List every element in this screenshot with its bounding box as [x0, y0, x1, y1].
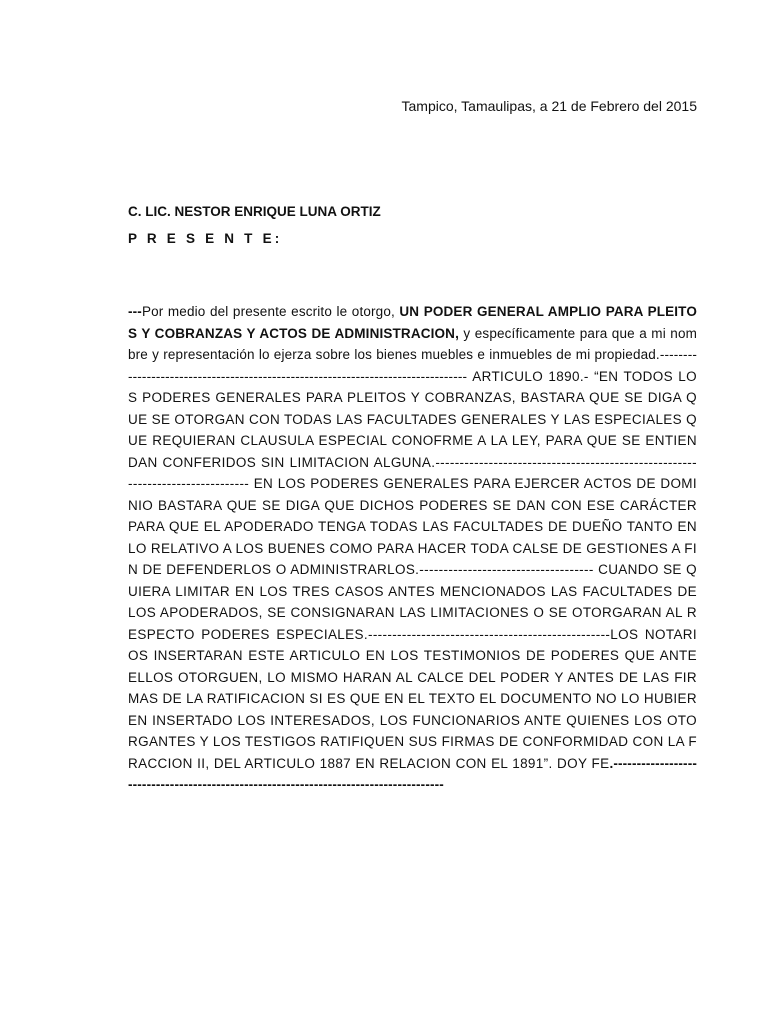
intro-text: Por medio del presente escrito le otorgo,: [141, 304, 400, 319]
place-and-date: Tampico, Tamaulipas, a 21 de Febrero del 2015: [401, 98, 697, 114]
recipient-name: C. LIC. NESTOR ENRIQUE LUNA ORTIZ: [128, 204, 381, 219]
lead-dashes: ---: [128, 304, 142, 319]
article-1890-text: ARTICULO 1890.- “EN TODOS LOS PODERES GENERALES PARA PLEITOS Y COBRANZAS, BASTARA QUE SE DIGA QUE SE OTORGAN CON TODAS LAS FACULTADES GENERALES Y LAS ESPECIALES QUE REQUIERAN CLAUSULA ESPECIAL CONOFRME A LA LEY, PARA QUE SE ENTIENDAN CONFERIDOS SIN LIMITACION ALGUNA.------------------------------------------------------------------------------- EN LOS PODERES GENERALES PARA EJERCER ACTOS DE DOMINIO BASTARA QUE SE DIGA QUE DICHOS PODERES SE DAN CON ESE CARÁCTER PARA QUE EL APODERADO TENGA TODAS LAS FACULTADES DE DUEÑO TANTO EN LO RELATIVO A LOS BUENES COMO PARA HACER TODA CALSE DE GESTIONES A FIN DE DEFENDERLOS O ADMINISTRARLOS.------------------------------------ CUANDO SE QUIERA LIMITAR EN LOS TRES CASOS ANTES MENCIONADOS LAS FACULTADES DE LOS APODERADOS, SE CONSIGNARAN LAS LIMITACIONES O SE OTORGARAN AL RESPECTO PODERES ESPECIALES.--------------------------------------------------LOS NOTARIOS INSERTARAN ESTE ARTICULO EN LOS TESTIMONIOS DE PODERES QUE ANTE ELLOS OTORGUEN, LO MISMO HARAN AL CALCE DEL PODER Y ANTES DE LAS FIRMAS DE LA RATIFICACION SI ES QUE EN EL TEXTO EL DOCUMENTO NO LO HUBIEREN INSERTADO LOS INTERESADOS, LOS FUNCIONARIOS ANTE QUIENES LOS OTORGANTES Y LOS TESTIGOS RATIFIQUEN SUS FIRMAS DE CONFORMIDAD CON LA FRACCION II, DEL ARTICULO 1887 EN RELACION CON EL 1891”. DOY FE: [128, 368, 697, 771]
addressee-block: [128, 201, 698, 249]
closing-dashes: .--------------------------------------------------------------------------------------: [128, 755, 697, 792]
purpose-text: y específicamente para que a mi nombre y representación lo ejerza sobre los bienes muebles e inmuebles de mi propiedad.---------------------------------------------------------------------------------: [128, 325, 697, 384]
power-of-attorney-body: [128, 301, 697, 796]
salutation: P R E S E N T E:: [128, 231, 283, 246]
grant-of-power: UN PODER GENERAL AMPLIO PARA PLEITOS Y COBRANZAS Y ACTOS DE ADMINISTRACION,: [128, 304, 697, 341]
